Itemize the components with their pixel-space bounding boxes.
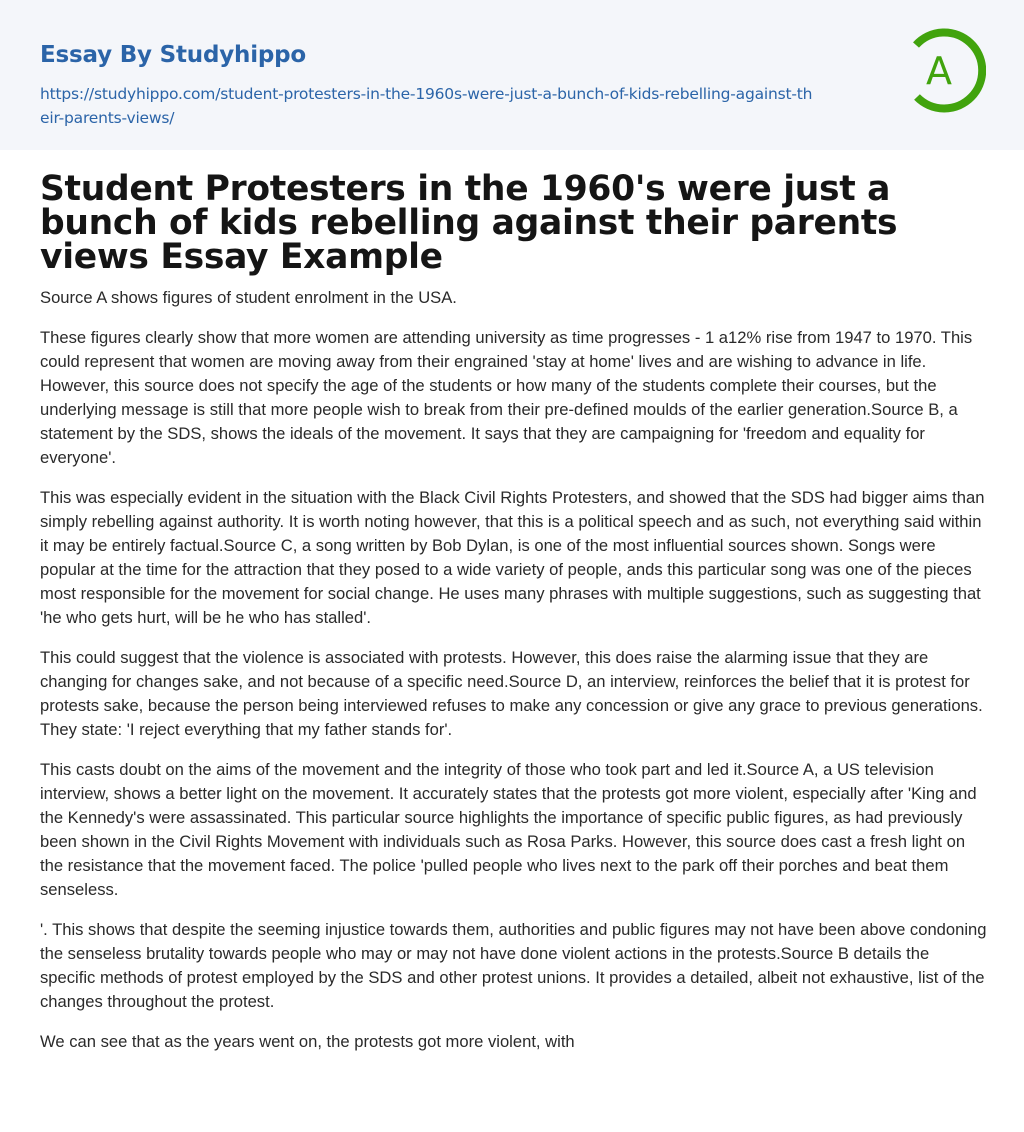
paragraph: '. This shows that despite the seeming injustice towards them, authorities and public figures may not have been above condoning the senseless brutality towards people who may or may not have done violent actions in the protests.Source B details the specific methods of protest employed by the SDS and other protest unions. It provides a detailed, albeit not exhaustive, list of the changes throughout the protest. [40, 920, 987, 1011]
paragraph: These figures clearly show that more women are attending university as time progresses - 1 a12% rise from 1947 to 1970. This could represent that women are moving away from their engrained 'stay at home' lives and are wishing to advance in life. However, this source does not specify the age of the students or how many of the students complete their courses, but the underlying message is still that more people wish to break from their pre-defined moulds of the earlier generation.Source B, a statement by the SDS, shows the ideals of the movement. It says that they are campaigning for 'freedom and equality for everyone'. [40, 328, 973, 467]
paragraph: This was especially evident in the situation with the Black Civil Rights Protesters, and showed that the SDS had bigger aims than simply rebelling against authority. It is worth noting however, that this is a political speech and as such, not everything said within it may be entirely factual.Source C, a song written by Bob Dylan, is one of the most influential sources shown. Songs were popular at the time for the attraction that they posed to a wide variety of people, ands this particular song was one of the pieces most responsible for the movement for social change. He uses many phrases with multiple suggestions, such as suggesting that 'he who gets hurt, will be he who has stalled'. [40, 488, 985, 627]
paragraph: We can see that as the years went on, the protests got more violent, with [40, 1032, 575, 1051]
page-title: Student Protesters in the 1960's were just a bunch of kids rebelling against their parents views Essay Example [40, 169, 898, 277]
paragraph: Source A shows figures of student enrolment in the USA. [40, 288, 457, 307]
brand-title: Essay By Studyhippo [40, 42, 307, 68]
logo-letter: A [926, 49, 952, 93]
essay-url-link[interactable]: https://studyhippo.com/student-protesters-in-the-1960s-were-just-a-bunch-of-kids-rebelling-against-their-parents-views/ [40, 85, 813, 127]
paragraph: This could suggest that the violence is associated with protests. However, this does raise the alarming issue that they are changing for changes sake, and not because of a specific need.Source D, an interview, reinforces the belief that it is protest for protests sake, because the person being interviewed refuses to make any concession or give any grace to previous generations. They state: 'I reject everything that my father stands for'. [40, 648, 983, 739]
paragraph: This casts doubt on the aims of the movement and the integrity of those who took part and led it.Source A, a US television interview, shows a better light on the movement. It accurately states that the protests got more violent, especially after 'King and the Kennedy's were assassinated. This particular source highlights the importance of specific public figures, as had previously been shown in the Civil Rights Movement with individuals such as Rosa Parks. However, this source does cast a fresh light on the resistance that the movement faced. The police 'pulled people who lives next to the park off their porches and beat them senseless. [40, 760, 977, 899]
